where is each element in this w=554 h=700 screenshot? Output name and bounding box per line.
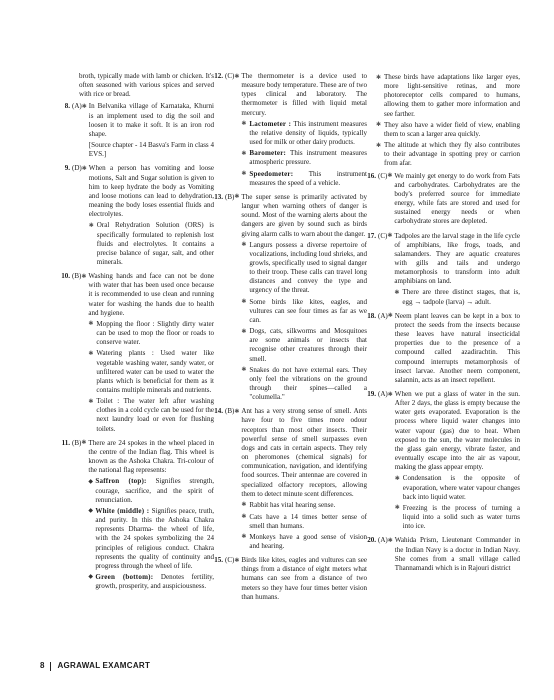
bullet-point [241, 170, 367, 188]
star-bullet-icon: ✱ [394, 475, 400, 482]
term-label: Speedometer: [249, 169, 294, 178]
star-bullet-icon: ✱ [241, 502, 247, 509]
explanation-text: Ant has a very strong sense of smell. Ants have four to five times more odour receptors than most other insects. Their powerful sense of smell surpasses even dogs and cats in certain aspects. They rely on pheromones (chemical signals) for communication, navigation, and identifying food sources. Their antennae are covered in specialized olfactory receptors, allowing them to detect minute scent differences. [241, 407, 367, 498]
bullet-text: Dogs, cats, silkworms and Mosquitoes are some animals or insects that recognise other creatures through their smell. [249, 327, 367, 363]
bullet-point [376, 141, 520, 168]
star-bullet-icon: ✱ [241, 242, 247, 249]
star-bullet-icon: ✱ [234, 557, 240, 564]
star-bullet-icon: ✱ [387, 173, 393, 180]
bullet-point [395, 504, 520, 531]
answer-option: (D) [72, 164, 82, 173]
term-label: Green (bottom): [95, 572, 154, 581]
star-bullet-icon: ✱ [376, 122, 382, 129]
bullet-point [376, 121, 520, 139]
star-bullet-icon: ✱ [376, 74, 382, 81]
star-bullet-icon: ✱ [241, 514, 247, 521]
star-bullet-icon: ✱ [376, 142, 382, 149]
answer-20 [362, 536, 520, 575]
bullet-point [241, 501, 367, 511]
star-bullet-icon: ✱ [387, 537, 393, 544]
term-text: Denotes fertility, growth, prosperity, and auspiciousness. [95, 572, 214, 591]
star-bullet-icon: ✱ [394, 505, 400, 512]
star-bullet-icon: ✱ [394, 289, 400, 296]
bullet-text: Mopping the floor : Slightly dirty water can be used to mop the floor or roads to conserve water. [96, 319, 214, 347]
question-number: 16. [367, 171, 376, 180]
star-bullet-icon: ✱ [241, 171, 247, 178]
bullet-point [376, 73, 520, 119]
answer-option: (A) [378, 536, 388, 545]
answer-16 [362, 172, 520, 229]
bullet-text: Oral Rehydration Solution (ORS) is specifically formulated to replenish lost fluids and electrolytes. It contains a precise balance of sugar, salt, and other minerals. [96, 221, 214, 266]
term-text: This instrument measures atmospheric pressure. [249, 149, 367, 167]
star-bullet-icon: ✱ [387, 391, 393, 398]
answer-option: (C) [225, 72, 235, 80]
bullet-text: These birds have adaptations like larger eyes, more light-sensitive retinas, and more photoreceptor cells compared to humans, allowing them to gather more information and see farther. [384, 73, 520, 118]
bullet-point [394, 288, 520, 306]
question-number: 10. [61, 272, 70, 281]
term-text: This instrument measures the relative density of liquids, typically used for milk or other dairy products. [249, 119, 367, 147]
star-bullet-icon: ✱ [241, 121, 247, 128]
explanation-text: We mainly get energy to do work from Fats and carbohydrates. Carbohydrates are the body's preferred source for immediate energy, while fats are stored and used for sustained energy needs or when carbohydrate stores are depleted. [394, 171, 520, 226]
bullet-text: Condensation is the opposite of evaporation, where water vapour changes back into liquid water. [402, 474, 520, 501]
bullet-text: Watering plants : Used water like vegetable washing water, sandy water, or unfiltered water can be used to water the plants which is beneficial for them as it contains multiple minerals and nutrients. [96, 349, 214, 394]
publisher-brand: EXAMCART [102, 661, 151, 670]
explanation-text: Neem plant leaves can be kept in a box to protect the seeds from the insects because these leaves have natural insecticidal properties due to the presence of a compound called azadirachtin. This compound interrupts metamorphosis of insect larvae. Another neem component, salannin, acts as an insect repellent. [394, 311, 520, 384]
answer-option: (B) [72, 272, 82, 281]
footer-divider [50, 662, 51, 671]
explanation-text: The super sense is primarily activated by langur when warning others of danger is sound. Most of the warning alerts about the dangers are given by sound such as birds giving alarm calls to warn about the danger. [241, 192, 367, 238]
term-label: Lactometer : [249, 119, 292, 128]
explanation-text: There are 24 spokes in the wheel placed in the centre of the Indian flag. This wheel is known as the Ashoka Chakra. Tri-colour of the national flag represents: [88, 438, 214, 475]
star-bullet-icon: ✱ [387, 233, 393, 239]
answer-14 [209, 407, 367, 553]
bullet-point [395, 474, 520, 501]
continued-bullets [376, 73, 520, 169]
bullet-point [241, 513, 367, 531]
question-number: 14. [214, 407, 223, 416]
continued-text: broth, typically made with lamb or chicken. It's often seasoned with various spices and served with rice or bread. [79, 72, 214, 99]
star-bullet-icon: ✱ [241, 367, 247, 374]
answer-option: (C) [225, 556, 235, 565]
star-bullet-icon: ✱ [234, 194, 240, 201]
column-1 [56, 72, 214, 596]
answer-17 [362, 232, 520, 309]
answer-19 [362, 390, 520, 533]
answer-8 [56, 102, 214, 161]
bullet-text: Freezing is the process of turning a liquid into a solid such as water turns into ice. [402, 503, 520, 531]
bullet-point [88, 349, 214, 395]
publisher-name: AGRAWAL [57, 661, 101, 670]
bullet-point [241, 298, 367, 325]
answer-15 [209, 556, 367, 604]
answer-option: (B) [225, 192, 235, 201]
term-text: Signifies peace, truth, and purity. In this the Ashoka Chakra represents Dharma- the wheel of life, with the 24 spokes symbolizing the 24 principles of religious conduct. Chakra represents the quality of continuity and progress through the wheel of life. [95, 506, 215, 570]
answer-13 [209, 193, 367, 404]
source-reference: [Source chapter - 14 Basva's Farm in class 4 EVS.] [88, 141, 214, 159]
answer-option: (B) [72, 438, 82, 447]
star-bullet-icon: ✱ [81, 165, 87, 172]
bullet-text: The altitude at which they fly also contributes to their advantage in spotting prey or carrion from afar. [384, 141, 520, 168]
answer-option: (A) [378, 311, 388, 320]
bullet-text: Langurs possess a diverse repertoire of vocalizations, including loud shrieks, and growls, specifically used to signal danger to their troop. These calls can travel long distances and convey the type and urgency of the threat. [249, 240, 367, 295]
star-bullet-icon: ✱ [81, 273, 87, 280]
bullet-point [241, 366, 367, 403]
sub-point [88, 477, 214, 504]
star-bullet-icon: ✱ [88, 350, 94, 357]
diamond-bullet-icon: ◆ [88, 508, 94, 515]
column-3 [362, 72, 520, 578]
star-bullet-icon: ✱ [88, 222, 94, 229]
star-bullet-icon: ✱ [234, 73, 240, 80]
star-bullet-icon: ✱ [387, 313, 393, 320]
term-text: This instrument measures the speed of a vehicle. [249, 169, 367, 187]
explanation-text: Tadpoles are the larval stage in the life cycle of amphibians, like frogs, toads, and salamanders. They are aquatic creatures with gills and tails and undergo metamorphosis to transform into adult amphibians on land. [394, 231, 520, 286]
star-bullet-icon: ✱ [234, 408, 240, 415]
bullet-point [241, 241, 367, 296]
question-number: 17. [367, 231, 376, 240]
bullet-text: Toilet : The water left after washing clothes in a cold cycle can be used for the next laundry load or even for flushing toilets. [96, 397, 215, 433]
star-bullet-icon: ✱ [81, 103, 87, 110]
question-number: 19. [367, 390, 376, 398]
star-bullet-icon: ✱ [241, 150, 247, 157]
bullet-point [241, 327, 367, 364]
bullet-text: Some birds like kites, eagles, and vultures can see four times as far as we can. [249, 297, 367, 324]
answer-option: (A) [72, 102, 82, 111]
sub-point [88, 507, 214, 571]
question-number: 8. [64, 102, 70, 111]
question-number: 18. [367, 311, 376, 320]
bullet-point [88, 320, 214, 347]
bullet-text: Rabbit has vital hearing sense. [249, 500, 336, 509]
term-label: White (middle) : [95, 506, 150, 515]
question-number: 11. [61, 438, 70, 447]
explanation-text: When we put a glass of water in the sun. After 2 days, the glass is empty because the water gets evaporated. Evaporation is the process where liquid water changes into water vapour (gas) due to heat. When exposed to the sun, the water molecules in the glass gain energy, vibrate faster, and eventually escape into the air as vapour, making the glass appear empty. [394, 390, 520, 472]
column-2 [209, 72, 367, 607]
answer-9 [56, 164, 214, 269]
term-label: Saffron (top): [95, 477, 147, 486]
explanation-text: In Belvanika village of Karnataka, Khurni is an implement used to dig the soil and loosen it to make it soft. It is an iron rod shape. [88, 102, 214, 138]
bullet-point [88, 397, 214, 434]
question-number: 9. [64, 164, 70, 173]
answer-option: (A) [378, 390, 388, 398]
page-number: 8 [40, 661, 45, 670]
diamond-bullet-icon: ◆ [88, 478, 94, 485]
bullet-point [89, 221, 214, 267]
explanation-text: When a person has vomiting and loose motions, Salt and Sugar solution is given to him to keep hydrate the body as Vomiting and loose motions can lead to dehydration, meaning the body loses essential fluids and electrolytes. [88, 164, 214, 219]
bullet-text: Monkeys have a good sense of vision and hearing. [249, 532, 367, 550]
bullet-text: They also have a wider field of view, enabling them to scan a larger area quickly. [384, 120, 520, 138]
sub-point [88, 573, 214, 591]
star-bullet-icon: ✱ [81, 440, 87, 447]
bullet-text: Cats have a 14 times better sense of smell than humans. [249, 512, 367, 530]
explanation-text: Wahida Prism, Lieutenant Commander in the Indian Navy is a doctor in Indian Navy. She comes from a small village called Thannamandi which is in Rajouri district [394, 536, 520, 572]
explanation-text: Birds like kites, eagles and vultures can see things from a distance of eight meters what humans can see from a distance of two meters so they have four times better vision than humans. [241, 556, 367, 601]
diamond-bullet-icon: ◆ [88, 574, 94, 581]
star-bullet-icon: ✱ [241, 299, 247, 306]
explanation-text: Washing hands and face can not be done with water that has been used once because it is recommended to use clean and running water for washing the hands due to health and hygiene. [88, 272, 214, 317]
answer-18 [362, 312, 520, 387]
explanation-text: The thermometer is a device used to measure body temperature. These are of two types clinical and laboratory. The thermometer is filled with liquid metal mercury. [241, 72, 367, 117]
question-number: 12. [214, 72, 223, 80]
page-footer [40, 659, 520, 673]
answer-option: (B) [225, 407, 235, 416]
star-bullet-icon: ✱ [241, 328, 247, 335]
answer-10 [56, 272, 214, 436]
question-number: 13. [214, 192, 223, 201]
question-number: 20. [367, 536, 376, 545]
star-bullet-icon: ✱ [88, 398, 94, 405]
term-text: Signifies strength, courage, sacrifice, and the spirit of renunciation. [95, 477, 214, 504]
answer-11 [56, 439, 214, 594]
answer-12 [209, 72, 367, 190]
star-bullet-icon: ✱ [88, 321, 94, 328]
term-label: Barometer: [249, 149, 287, 158]
question-number: 15. [214, 556, 223, 565]
answer-option: (C) [378, 171, 388, 180]
bullet-point [241, 533, 367, 551]
answer-option: (C) [378, 231, 388, 240]
star-bullet-icon: ✱ [241, 534, 247, 541]
bullet-text: Snakes do not have external ears. They only feel the vibrations on the ground through their spines—called a "columella." [249, 365, 367, 402]
bullet-point [241, 120, 367, 147]
bullet-text: There are three distinct stages, that is, egg → tadpole (larva) → adult. [402, 288, 520, 306]
bullet-point [241, 149, 367, 167]
